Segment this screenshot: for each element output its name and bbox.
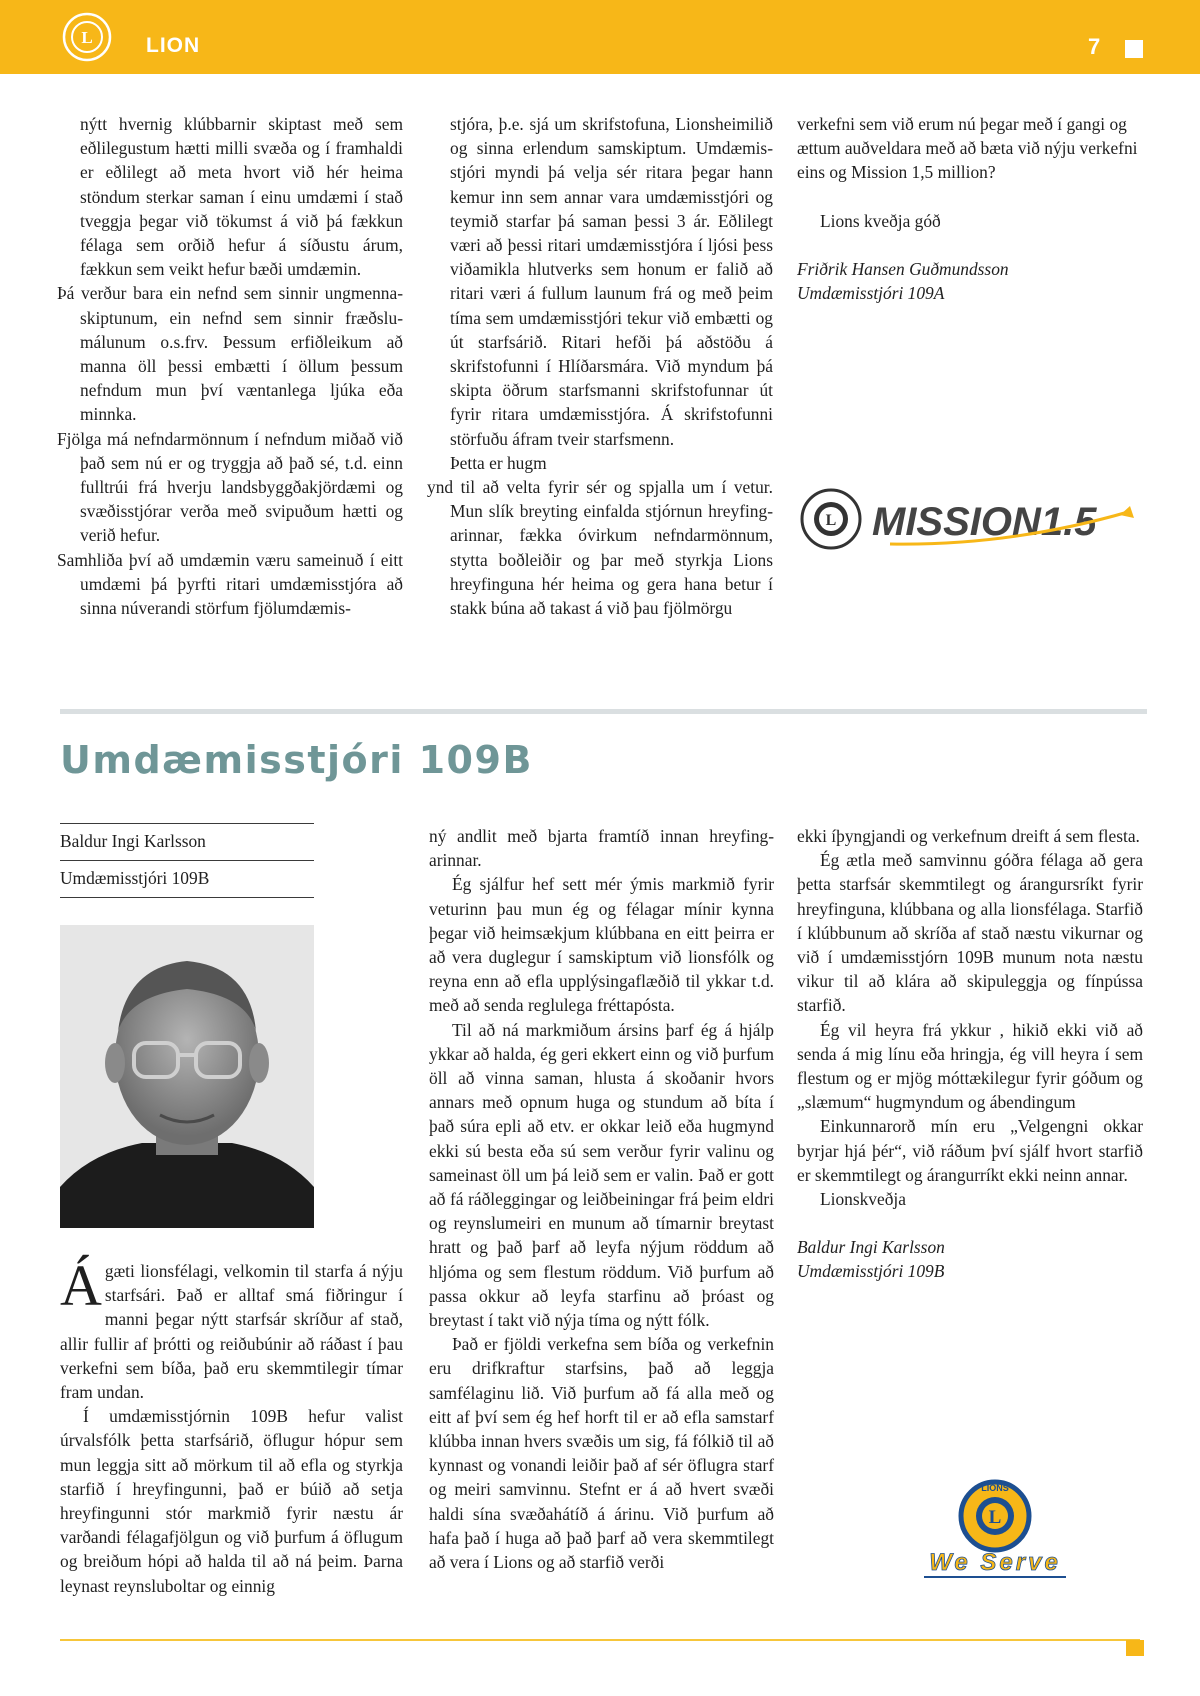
top-article-column-2 (427, 112, 773, 620)
top-article-column-3 (797, 112, 1143, 305)
page-marker-square (1125, 40, 1143, 58)
footer-marker-square (1126, 1640, 1144, 1656)
intro-text: gæti lionsfélagi, velkomin til starfa á nýju starfsári. Það er alltaf smá fiðringur í manni þegar nýtt starfsár skríður af stað, allir fullir af þrótti og reiðubúnir að ráðast í þau verkefni sem bíða, það eru skemmtilegir tímar fram undan. (60, 1261, 403, 1403)
signature-name: Friðrik Hansen Guðmundsson (797, 258, 1009, 279)
bottom-article-column-2 (429, 824, 774, 1574)
paragraph: Fjölga má nefndarmönnum í nefndum miðað við það sem nú er og tryggja að það sé, t.d. einn fulltrúi frá hverju landsbyggðakjördæmi og svæðisstjórar verða með svipuðum hætti og verið hefur. (57, 428, 403, 546)
paragraph: Það er fjöldi verkefna sem bíða og verkefnin eru drifkraftur starfsins, það að leggja samfélaginu lið. Við þurfum að fá alla með og eitt af því sem ég hef horft til er að efla samstarf klúbba innan hvers svæðis um sig, fá fólkið til að kynnast og vonandi leiðir það af sér öflugra starf og meiri samvinnu. Stefnt er á að hvert svæði haldi sína svæðahátíð á árinu. Við þurfum að hafa það í huga að það þarf að vera skemmtilegt að vera í Lions og að starfið verði (429, 1334, 774, 1573)
page-header (0, 0, 1200, 74)
closing: Lionskveðja (820, 1189, 906, 1210)
byline (60, 823, 314, 898)
paragraph: Þá verður bara ein nefnd sem sinnir ungmenna-skiptunum, ein nefnd sem sinnir fræðslu-málunum o.s.frv. Þessum erfiðleikum að manna öll þessi embætti í öllum þessum nefndum mun því væntanlega ljúka eða minnka. (57, 283, 403, 425)
drop-cap: Á (60, 1253, 102, 1318)
byline-name: Baldur Ingi Karlsson (60, 831, 206, 851)
paragraph: ný andlit með bjarta framtíð innan hreyfing-arinnar. (429, 826, 774, 871)
section-title: Umdæmisstjóri 109B (60, 738, 533, 782)
mission-1-5-logo (800, 488, 1140, 550)
signature-name: Baldur Ingi Karlsson (797, 1237, 945, 1258)
bottom-article-column-3 (797, 824, 1143, 1284)
lions-logo-icon (62, 12, 112, 62)
paragraph-intro (60, 1253, 403, 1404)
svg-text:L: L (825, 512, 837, 529)
we-serve-text: We Serve (929, 1549, 1061, 1576)
signature-title: Umdæmisstjóri 109B (797, 1261, 945, 1282)
byline-title: Umdæmisstjóri 109B (60, 868, 210, 888)
paragraph: Ég vil heyra frá ykkur , hikið ekki við að senda á mig línu eða hringja, ég vill heyra í sem flestum og er mjög móttækilegur fyrir góðum og „slæmum“ hugmyndum og ábendingum (797, 1019, 1143, 1113)
top-article-column-1 (57, 112, 403, 620)
portrait-photo (60, 925, 314, 1228)
magazine-name: LION (146, 34, 201, 57)
page-number: 7 (1088, 34, 1101, 59)
signature-title: Umdæmisstjóri 109A (797, 283, 945, 304)
paragraph: ynd til að velta fyrir sér og spjalla um í vetur. Mun slík breyting einfalda stjórnun hreyfing-arinnar, fækka óvirkum nefndarmönnum, stytta boðleiðir og þar með styrkja Lions hreyfinguna hér heima og gera hana betur í stakk búna að takast á við þau fjölmörgu (427, 477, 773, 619)
paragraph: Samhliða því að umdæmin væru sameinuð í eitt umdæmi þá þyrfti ritari umdæmisstjóra að sinna núverandi störfum fjölumdæmis- (57, 549, 403, 619)
footer-rule (60, 1639, 1140, 1641)
paragraph: Einkunnarorð mín eru „Velgengni okkar byrjar hjá þér“, við ráðum því sjálf hvort starfið er skemmtilegt og árangurríkt ekki neinn annar. (797, 1116, 1143, 1185)
paragraph: Ég sjálfur hef sett mér ýmis markmið fyrir veturinn þau mun ég og félagar mínir kynna þegar við heimsækjum klúbbana en eitt þeirra er að vera duglegur í samskiptum við lionsfólk og reyna enn að efla upplýsingaflæðið til ykkar t.d. með að senda reglulega fréttapósta. (429, 874, 774, 1016)
mission-logo-text: MISSION1.5 (872, 500, 1097, 544)
paragraph: verkefni sem við erum nú þegar með í gangi og ættum auðveldara með að bæta við nýju verkefni eins og Mission 1,5 million? (797, 114, 1138, 183)
paragraph: Ég ætla með samvinnu góðra félaga að gera þetta starfsár skemmtilegt og árangursríkt fyrir hreyfinguna, klúbbana og alla lionsfélaga. Starfið í klúbbunum að skríða af stað næstu vikurnar og við í umdæmisstjórn 109B munum nota næstu vikur til að klára að skipuleggja og fínpússa starfið. (797, 850, 1143, 1016)
svg-text:L: L (988, 1507, 1002, 1528)
paragraph: ekki íþyngjandi og verkefnum dreift á sem flesta. (797, 826, 1140, 846)
section-divider (60, 709, 1147, 714)
we-serve-logo (920, 1478, 1070, 1580)
paragraph-fragment: Þetta er hugm (450, 452, 547, 473)
paragraph: Í umdæmisstjórnin 109B hefur valist úrvalsfólk þetta starfsárið, öflugur hópur sem mun leggja sitt að mörkum til að efla og styrkja starfið í hreyfingunni, það er búið að setja hreyfingunni stór markmið fyrir næstu ár varðandi félagafjölgun og við þurfum á öflugum og breiðum hópi að halda til að ná þeim. Þarna leynast reynsluboltar og einnig (60, 1406, 403, 1596)
paragraph: stjóra, þ.e. sjá um skrifstofuna, Lionsheimilið og sinna erlendum samskiptum. Umdæmis-stjóri myndi þá velja sér ritara þegar hann kemur inn sem annar vara umdæmisstjóri og teymið starfar þá saman þessi 3 ár. Eðlilegt væri að þessi ritari umdæmisstjóra í ljósi þess viðamikla hlutverks sem honum er falið að ritari væri á fullum launum frá og með þeim tíma sem umdæmisstjóri tekur við embætti og út starfsárið. Ritari hefði þá aðstöðu á skrifstofunni í Hlíðarsmára. Við myndum þá skipta öðrum starfsmanni skrifstofunnar út fyrir ritara umdæmisstjóra. Á skrifstofunni störfuðu áfram tveir starfsmenn. (450, 114, 773, 449)
we-serve-logo-lions: LIONS (981, 1483, 1009, 1493)
greeting: Lions kveðja góð (820, 210, 941, 231)
paragraph: nýtt hvernig klúbbarnir skiptast með sem eðlilegustum hætti milli svæða og í framhaldi er eðlilegt að meta hvort við hér heima stöndum sterkar saman í einu umdæmi í stað tveggja þegar við tökumst á við þá fækkun félaga sem orðið hefur á síðustu árum, fækkun sem veikt hefur bæði umdæmin. (80, 114, 403, 280)
svg-text:L: L (81, 28, 93, 47)
paragraph: Til að ná markmiðum ársins þarf ég á hjálp ykkar að halda, ég geri ekkert einn og við þurfum öll að vinna saman, hlusta á skoðanir hvors annars með opnum huga og stundum að bíta í það súra epli að etv. er okkar leið eða hugmynd ekki sú besta eða sú sem verður fyrir valinu og sameinast öll um þá leið sem er valin. Það er gott að fá ráðleggingar og leiðbeiningar frá þeim eldri og reynslumeiri en munum að tímarnir breytast hratt og það þarf að leyfa nýjum röddum að hljóma og sem flestum röddum. Við þurfum að passa okkur að leyfa starfinu að þróast og breytast í takt við nýja tíma og nýtt fólk. (429, 1019, 774, 1331)
bottom-article-column-1 (60, 1253, 403, 1598)
